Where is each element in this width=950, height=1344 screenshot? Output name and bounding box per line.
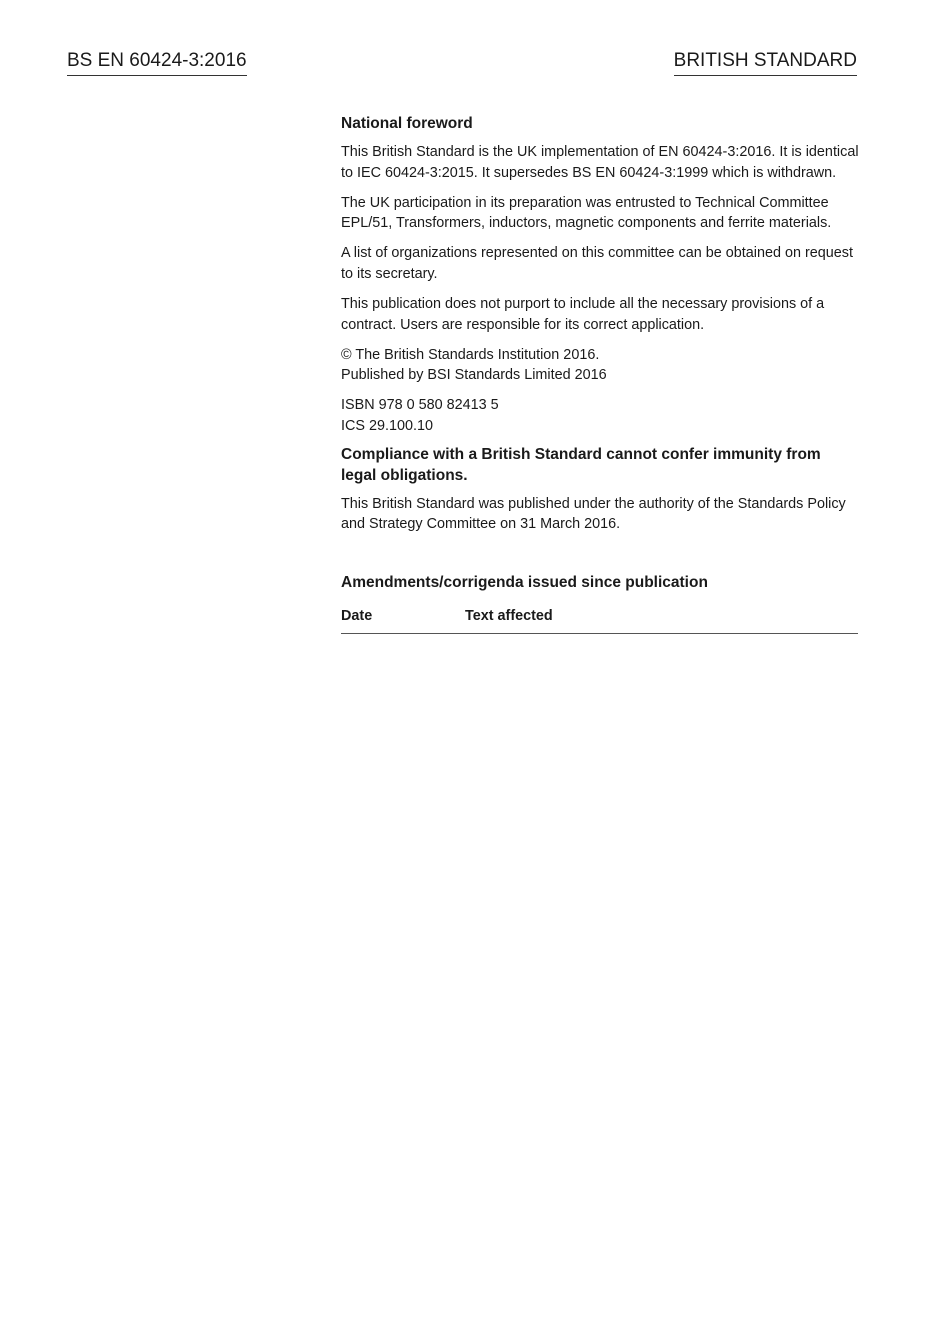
- isbn-line: ISBN 978 0 580 82413 5: [341, 397, 499, 414]
- copyright-block: [341, 345, 859, 386]
- ics-line: ICS 29.100.10: [341, 418, 434, 435]
- series-label: BRITISH STANDARD: [674, 48, 857, 76]
- compliance-statement: Compliance with a British Standard cannot confer immunity from legal obligations.: [341, 445, 821, 484]
- participation-paragraph: The UK participation in its preparation was entrusted to Technical Committee EPL/51, Transformers, inductors, magnetic components and ferrite materials.: [341, 194, 832, 232]
- date-column-header: Date: [341, 606, 465, 634]
- national-foreword: [341, 113, 859, 634]
- committee-list-paragraph: A list of organizations represented on this committee can be obtained on request to its secretary.: [341, 245, 853, 282]
- authority-paragraph: This British Standard was published under the authority of the Standards Policy and Strategy Committee on 31 March 2016.: [341, 495, 846, 533]
- text-affected-column-header: Text affected: [465, 606, 858, 634]
- identifier-block: [341, 395, 859, 436]
- amendments-header-row: [341, 606, 858, 634]
- implementation-paragraph: This British Standard is the UK implementation of EN 60424-3:2016. It is identical to IEC 60424-3:2015. It supersedes BS EN 60424-3:1999 which is withdrawn.: [341, 144, 859, 181]
- amendments-title: Amendments/corrigenda issued since publication: [341, 573, 708, 591]
- contract-paragraph: This publication does not purport to include all the necessary provisions of a contract. Users are responsible for its correct application.: [341, 296, 825, 333]
- standard-number: BS EN 60424-3:2016: [67, 48, 247, 76]
- copyright-line: © The British Standards Institution 2016.: [341, 346, 600, 363]
- amendments-table: [341, 606, 858, 635]
- foreword-title: National foreword: [341, 115, 473, 132]
- published-line: Published by BSI Standards Limited 2016: [341, 367, 607, 384]
